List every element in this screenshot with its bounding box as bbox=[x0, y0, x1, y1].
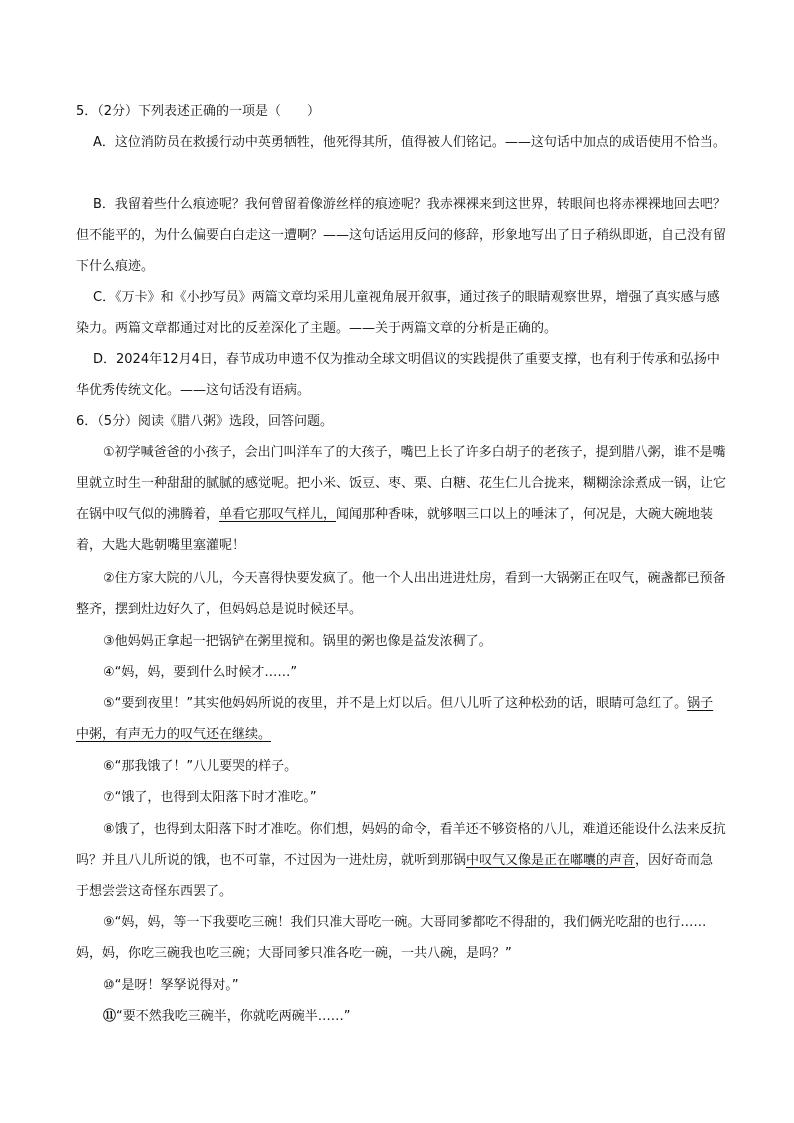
underlined-sentence-1: 单看它那叹气样儿， bbox=[219, 507, 337, 522]
underlined-sentence-3: 中叹气又像是正在嘟囔的声音 bbox=[466, 853, 636, 868]
passage-paragraph-6: ⑥“那我饿了！”八儿要哭的样子。 bbox=[103, 759, 298, 774]
passage-paragraph-7: ⑦“饿了，也得到太阳落下时才准吃。” bbox=[103, 790, 317, 805]
question-5-option-b: B．我留着些什么痕迹呢？我何曾留着像游丝样的痕迹呢？我赤裸裸来到这世界，转眼间也将赤裸裸地回去吧？但不能平的，为什么偏要白白走这一遭啊？——这句话运用反问的修辞，形象地写出了日子稍纵即逝，自己没有留下什么痕迹。 bbox=[76, 197, 727, 274]
question-5-option-c: C．《万卡》和《小抄写员》两篇文章均采用儿童视角展开叙事，通过孩子的眼睛观察世界，增强了真实感与感染力。两篇文章都通过对比的反差深化了主题。——关于两篇文章的分析是正确的。 bbox=[76, 290, 720, 336]
question-5-option-a: A．这位消防员在救援行动中英勇牺牲，他死得其所，值得被人们铭记。——这句话中加点的成语使用不恰当。 bbox=[93, 135, 726, 150]
paragraph-number-11: ⑪ bbox=[103, 1009, 117, 1024]
passage-paragraph-11: ⑪“要不然我吃三碗半，你就吃两碗半……” bbox=[103, 1009, 351, 1024]
question-6-stem: 6．（5分）阅读《腊八粥》选段，回答问题。 bbox=[76, 414, 334, 429]
question-5-option-d: D．2024年12月4日，春节成功申遗不仅为推动全球文明倡议的实践提供了重要支撑，也有利于传承和弘扬中华优秀传统文化。——这句话没有语病。 bbox=[76, 352, 720, 398]
passage-paragraph-1: ①初学喊爸爸的小孩子，会出门叫洋车了的大孩子，嘴巴上长了许多白胡子的老孩子，提到腊八粥，谁不是嘴里就立时生一种甜甜的腻腻的感觉呢。把小米、饭豆、枣、栗、白糖、花生仁儿合拢来，糊糊涂涂煮成一锅，让它在锅中叹气似的沸腾着，单看它那叹气样儿，闻闻那种香味，就够咽三口以上的唾沫了，何况是，大碗大碗地装着，大匙大匙朝嘴里塞灌呢！ bbox=[76, 445, 727, 553]
underlined-sentence-2: 锅子中粥，有声无力的叹气还在继续。 bbox=[76, 696, 714, 742]
passage-paragraph-9: ⑨“妈，妈，等一下我要吃三碗！我们只准大哥吃一碗。大哥同爹都吃不得甜的，我们俩光吃甜的也行……妈，妈，你吃三碗我也吃三碗；大哥同爹只准各吃一碗，一共八碗，是吗？” bbox=[76, 915, 707, 961]
passage-paragraph-8: ⑧饿了，也得到太阳落下时才准吃。你们想，妈妈的命令，看羊还不够资格的八儿，难道还能设什么法来反抗吗？并且八儿所说的饿，也不可靠，不过因为一进灶房，就听到那锅中叹气又像是正在嘟囔的声音，因好奇而急于想尝尝这奇怪东西罢了。 bbox=[76, 822, 726, 899]
question-5-stem: 5．（2分）下列表述正确的一项是（ ） bbox=[76, 104, 321, 119]
passage-paragraph-3: ③他妈妈正拿起一把锅铲在粥里搅和。锅里的粥也像是益发浓稠了。 bbox=[103, 634, 492, 649]
passage-paragraph-5: ⑤“要到夜里！”其实他妈妈所说的夜里，并不是上灯以后。但八儿听了这种松劲的话，眼睛可急红了。锅子中粥，有声无力的叹气还在继续。 bbox=[76, 696, 714, 742]
passage-paragraph-2: ②住方家大院的八儿，今天喜得快要发疯了。他一个人出出进进灶房，看到一大锅粥正在叹气，碗盏都已预备整齐，摆到灶边好久了，但妈妈总是说时候还早。 bbox=[76, 571, 726, 617]
passage-paragraph-10: ⑩“是呀！孥孥说得对。” bbox=[103, 978, 239, 993]
passage-paragraph-4: ④“妈，妈，要到什么时候才……” bbox=[103, 665, 298, 680]
